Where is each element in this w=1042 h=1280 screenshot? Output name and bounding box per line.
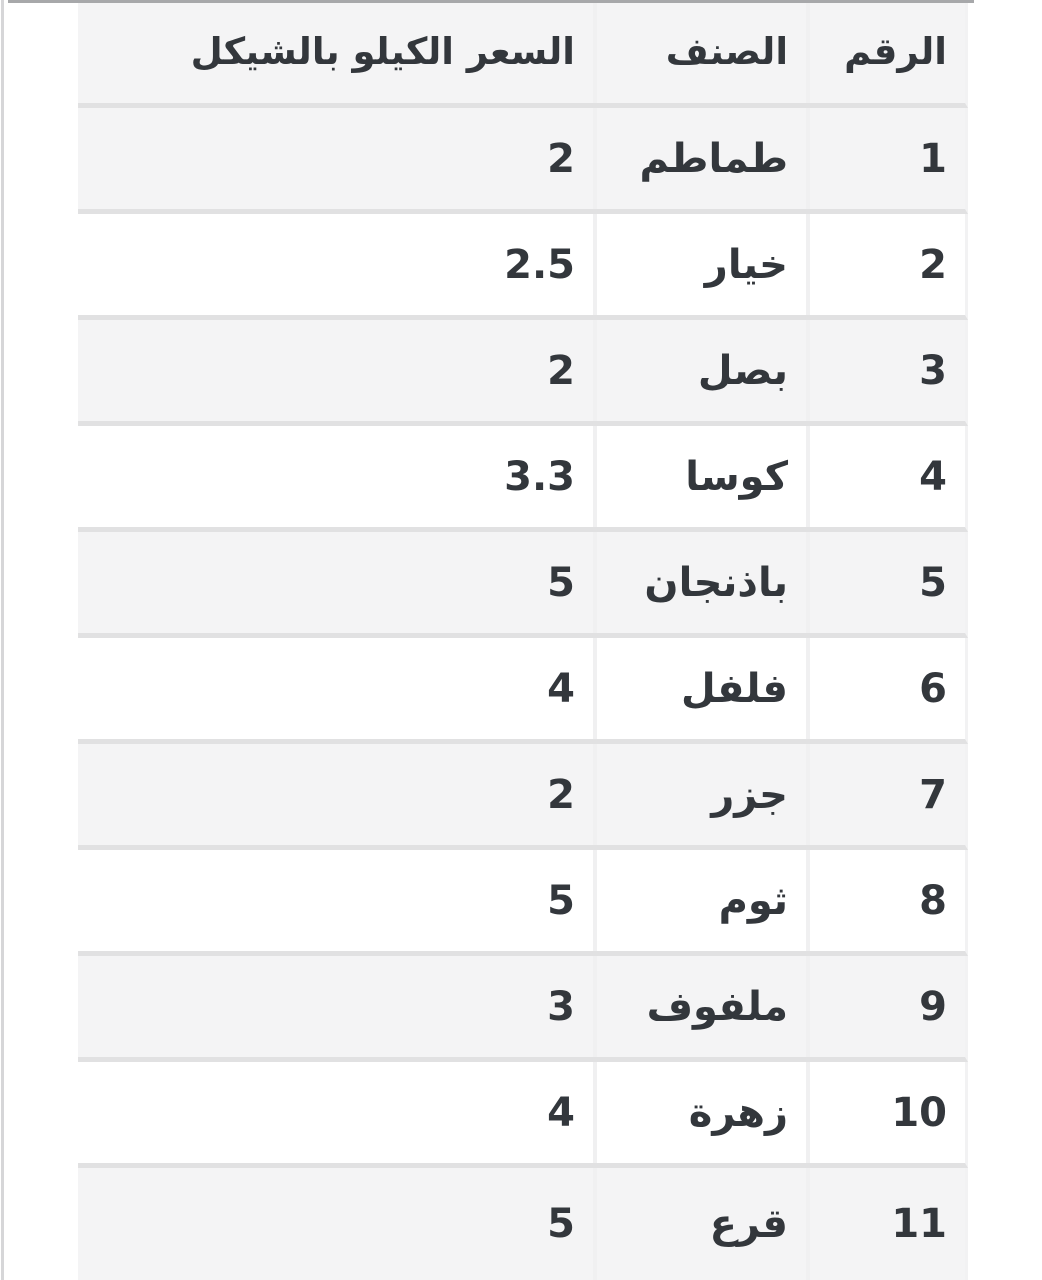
cell-price: 2.5: [78, 214, 593, 315]
cell-price: 3.3: [78, 426, 593, 527]
cell-item: ملفوف: [597, 956, 806, 1057]
table-row: [78, 214, 968, 320]
cell-number: 10: [810, 1062, 965, 1163]
header-number: الرقم: [810, 0, 965, 103]
table-row: [78, 1062, 968, 1168]
cell-number: 6: [810, 638, 965, 739]
table-row: [78, 1168, 968, 1280]
table-row: [78, 532, 968, 638]
cell-item: طماطم: [597, 108, 806, 209]
cell-item: فلفل: [597, 638, 806, 739]
top-cutoff-border: [8, 0, 974, 3]
cell-item: باذنجان: [597, 532, 806, 633]
cell-number: 9: [810, 956, 965, 1057]
vegetable-price-table: [78, 0, 968, 1280]
table-row: [78, 638, 968, 744]
table-row: [78, 956, 968, 1062]
table-header-row: [78, 0, 968, 108]
cell-number: 3: [810, 320, 965, 421]
cell-price: 4: [78, 638, 593, 739]
cell-price: 2: [78, 320, 593, 421]
cell-number: 2: [810, 214, 965, 315]
cell-price: 2: [78, 744, 593, 845]
cell-number: 8: [810, 850, 965, 951]
cell-number: 7: [810, 744, 965, 845]
cell-item: كوسا: [597, 426, 806, 527]
table-row: [78, 426, 968, 532]
cell-number: 11: [810, 1168, 965, 1280]
table-row: [78, 744, 968, 850]
cell-item: بصل: [597, 320, 806, 421]
cell-number: 1: [810, 108, 965, 209]
table-row: [78, 108, 968, 214]
left-edge-line: [1, 0, 4, 1280]
cell-price: 4: [78, 1062, 593, 1163]
cell-number: 5: [810, 532, 965, 633]
cell-price: 5: [78, 1168, 593, 1280]
table-row: [78, 850, 968, 956]
cell-item: خيار: [597, 214, 806, 315]
header-price: السعر الكيلو بالشيكل: [78, 0, 593, 103]
cell-number: 4: [810, 426, 965, 527]
cell-price: 2: [78, 108, 593, 209]
cell-price: 5: [78, 850, 593, 951]
header-item: الصنف: [597, 0, 806, 103]
cell-item: زهرة: [597, 1062, 806, 1163]
cell-price: 5: [78, 532, 593, 633]
cell-item: قرع: [597, 1168, 806, 1280]
cell-item: ثوم: [597, 850, 806, 951]
cell-item: جزر: [597, 744, 806, 845]
cell-price: 3: [78, 956, 593, 1057]
table-row: [78, 320, 968, 426]
